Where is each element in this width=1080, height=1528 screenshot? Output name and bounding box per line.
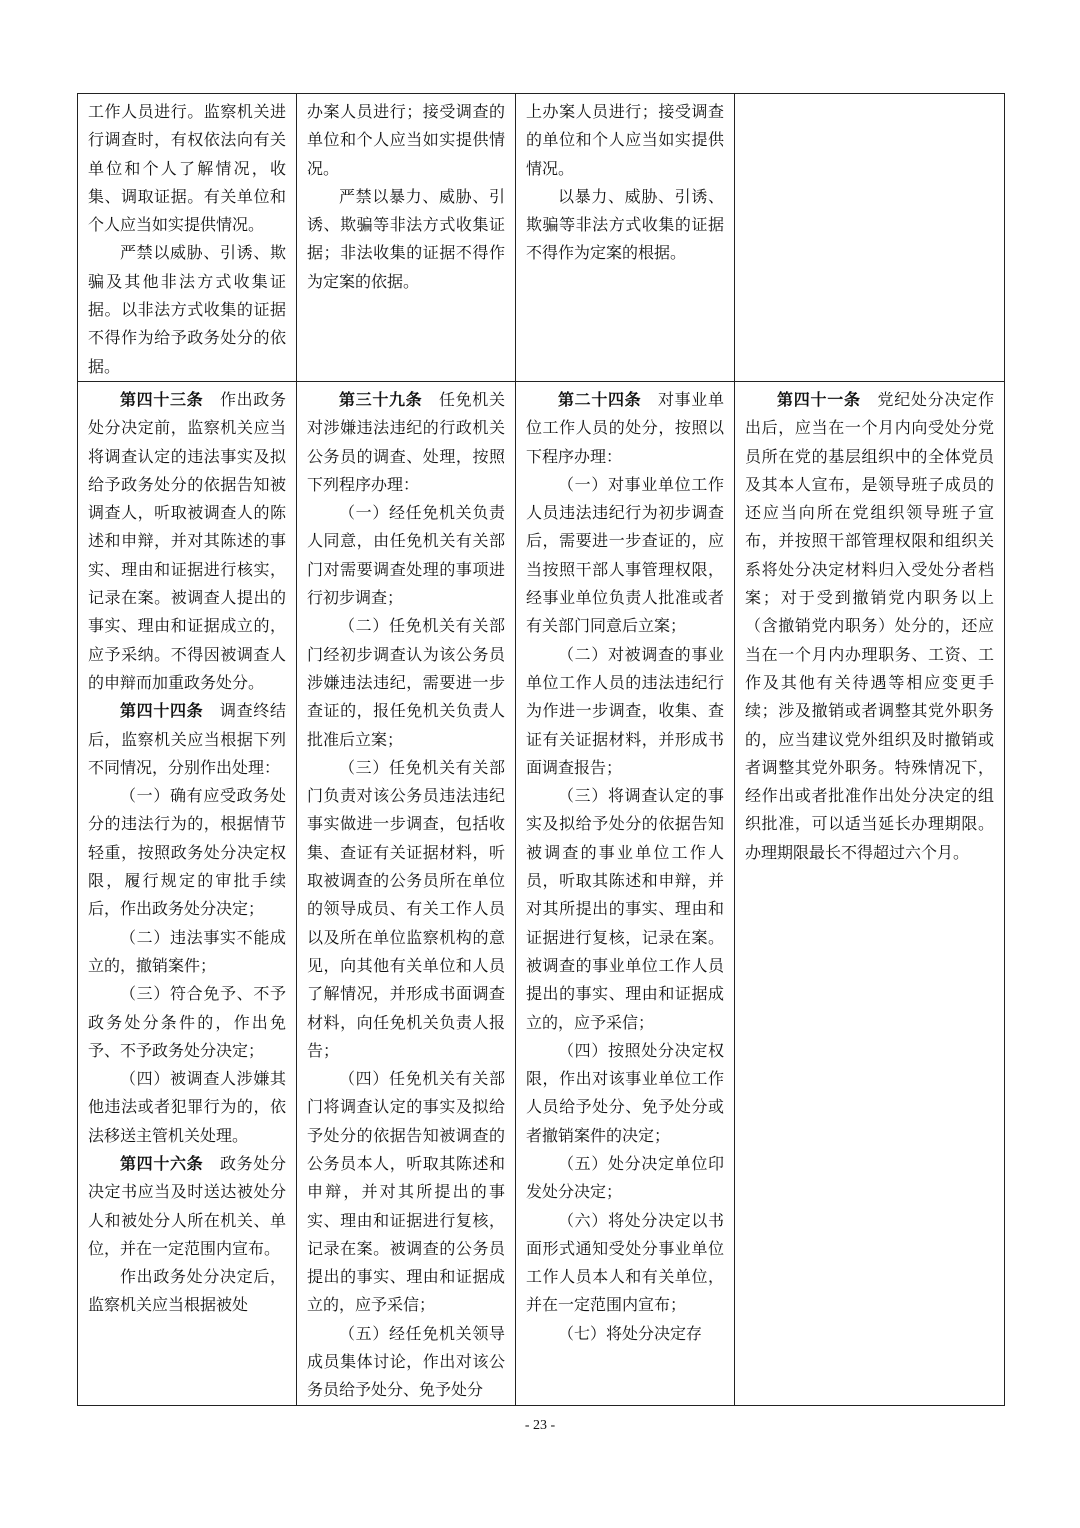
article-title: 第四十三条 [120,389,204,409]
list-item: （四）按照处分决定权限，作出对该事业单位工作人员给予处分、免予处分或者撤销案件的决定； [526,1040,724,1145]
paragraph: 办案人员进行；接受调查的单位和个人应当如实提供情况。 [307,102,505,178]
article-text: 政务处分决定书应当及时送达被处分人和被处分人所在机关、单位，并在一定范围内宣布。 [88,1153,286,1258]
article-39 [307,386,505,499]
article-text: 作出政务处分决定前，监察机关应当将调查认定的违法事实及拟给予政务处分的依据告知被调查人，听取被调查人的陈述和申辩，并对其陈述的事实、理由和证据进行核实，记录在案。被调查人提出的事实、理由和证据成立的，应予采纳。不得因被调查人的申辩而加重政务处分。 [88,389,286,692]
list-item: （三）符合免予、不予政务处分条件的，作出免予、不予政务处分决定； [88,984,286,1060]
article-text: 调查终结后，监察机关应当根据下列不同情况，分别作出处理： [88,701,286,777]
cell-r1-c2 [297,94,516,382]
list-item: （七）将处分决定存 [558,1323,703,1343]
list-item: （一）对事业单位工作人员违法违纪行为初步调查后，需要进一步查证的，应当按照干部人事管理权限，经事业单位负责人批准或者有关部门同意后立案； [526,474,724,636]
cell-r2-c3 [516,381,735,1405]
article-text: 对事业单位工作人员的处分，按照以下程序办理： [526,389,724,466]
list-item: （一）确有应受政务处分的违法行为的，根据情节轻重，按照政务处分决定权限，履行规定的审批手续后，作出政务处分决定； [88,786,286,919]
article-text: 任免机关对涉嫌违法违纪的行政机关公务员的调查、处理，按照下列程序办理： [307,389,505,494]
list-item: （二）对被调查的事业单位工作人员的违法违纪行为作进一步调查，收集、查证有关证据材料，并形成书面调查报告； [526,644,724,777]
paragraph: 严禁以暴力、威胁、引诱、欺骗等非法方式收集证据；非法收集的证据不得作为定案的依据。 [307,186,505,291]
paragraph: 工作人员进行。监察机关进行调查时，有权依法向有关单位和个人了解情况，收集、调取证据。有关单位和个人应当如实提供情况。 [88,102,286,235]
list-item: （一）经任免机关负责人同意，由任免机关有关部门对需要调查处理的事项进行初步调查； [307,503,505,608]
article-44 [88,697,286,782]
article-title: 第四十六条 [120,1153,204,1173]
article-24 [526,386,724,471]
paragraph: 严禁以威胁、引诱、欺骗及其他非法方式收集证据。以非法方式收集的证据不得作为给予政务处分的依据。 [88,243,286,376]
comparison-table [77,93,1005,1406]
list-item: （六）将处分决定以书面形式通知受处分事业单位工作人员本人和有关单位，并在一定范围内宣布； [526,1210,724,1315]
article-43 [88,386,286,697]
article-title: 第四十四条 [120,701,204,721]
list-item: （二）违法事实不能成立的，撤销案件； [88,927,286,975]
cell-r2-c2 [297,381,516,1405]
article-text: 党纪处分决定作出后，应当在一个月内向受处分党员所在党的基层组织中的全体党员及其本人宣布，是领导班子成员的还应当向所在党组织领导班子宣布，并按照干部管理权限和组织关系将处分决定材料归入受处分者档案；对于受到撤销党内职务以上（含撤销党内职务）处分的，还应当在一个月内办理职务、工资、工作及其他有关待遇等相应变更手续；涉及撤销或者调整其党外职务的，应当建议党外组织及时撤销或者调整其党外职务。特殊情况下，经作出或者批准作出处分决定的组织批准，可以适当延长办理期限。办理期限最长不得超过六个月。 [745,389,994,862]
list-item: （二）任免机关有关部门经初步调查认为该公务员涉嫌违法违纪，需要进一步查证的，报任免机关负责人批准后立案； [307,616,505,749]
article-41 [745,386,994,867]
list-item: （四）任免机关有关部门将调查认定的事实及拟给予处分的依据告知被调查的公务员本人，听取其陈述和申辩，并对其所提出的事实、理由和证据进行复核，记录在案。被调查的公务员提出的事实、理由和证据成立的，应予采信； [307,1069,505,1315]
article-title: 第三十九条 [339,389,423,409]
article-title: 第四十一条 [777,389,861,409]
table-row [78,381,1005,1405]
cell-r2-c1 [78,381,297,1405]
table-row [78,94,1005,382]
cell-r1-c1 [78,94,297,382]
list-item: （五）经任免机关领导成员集体讨论，作出对该公务员给予处分、免予处分 [307,1323,505,1400]
cell-r2-c4 [735,381,1005,1405]
cell-r1-c4-empty [735,94,1005,382]
list-item: （五）处分决定单位印发处分决定； [526,1153,724,1202]
list-item: （三）任免机关有关部门负责对该公务员违法违纪事实做进一步调查，包括收集、查证有关证据材料，听取被调查的公务员所在单位的领导成员、有关工作人员以及所在单位监察机构的意见，向其他有关单位和人员了解情况，并形成书面调查材料，向任免机关负责人报告； [307,757,505,1060]
cell-r1-c3 [516,94,735,382]
article-46 [88,1150,286,1263]
page-number: - 23 - [524,1418,556,1433]
paragraph: 以暴力、威胁、引诱、欺骗等非法方式收集的证据不得作为定案的根据。 [526,186,724,263]
paragraph: 上办案人员进行；接受调查的单位和个人应当如实提供情况。 [526,102,724,178]
article-title: 第二十四条 [558,389,642,409]
paragraph: 作出政务处分决定后，监察机关应当根据被处 [88,1267,286,1315]
list-item: （四）被调查人涉嫌其他违法或者犯罪行为的，依法移送主管机关处理。 [88,1069,286,1145]
list-item: （三）将调查认定的事实及拟给予处分的依据告知被调查的事业单位工作人员，听取其陈述和申辩，并对其所提出的事实、理由和证据进行复核，记录在案。被调查的事业单位工作人员提出的事实、理由和证据成立的，应予采信； [526,786,724,1032]
